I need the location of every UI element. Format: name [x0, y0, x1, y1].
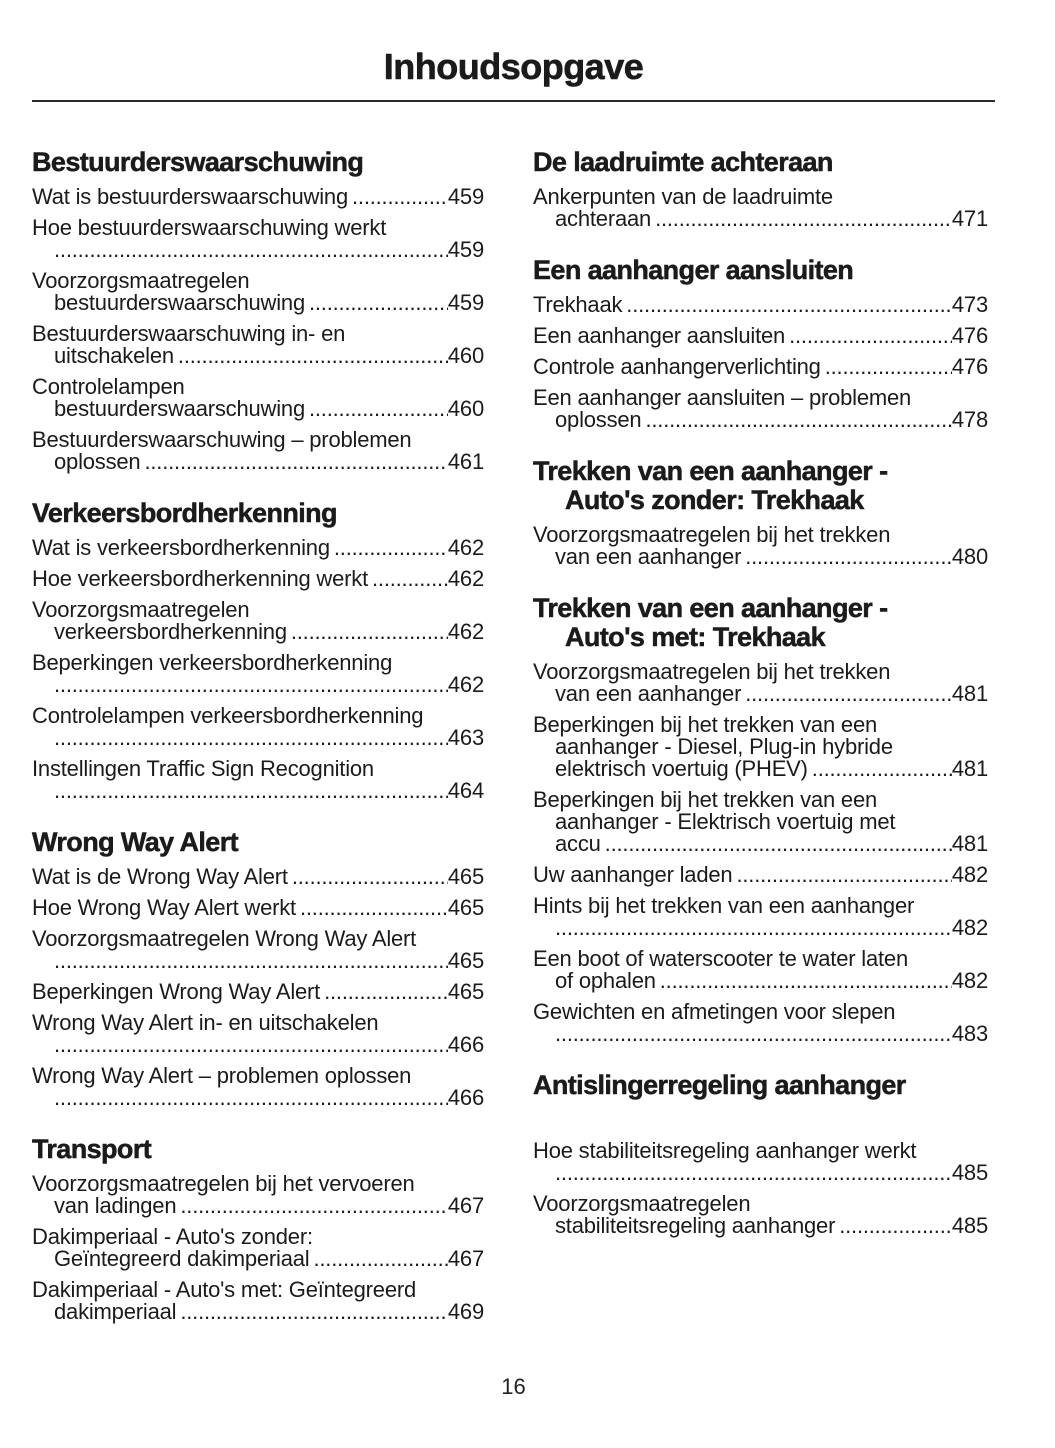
toc-entry-text: Uw aanhanger laden [533, 862, 733, 887]
toc-section [32, 1135, 484, 1323]
section-title [533, 594, 988, 652]
toc-entry-text-line: Voorzorgsmaatregelen bij het trekken [533, 659, 891, 684]
toc-section [533, 148, 988, 230]
toc-entry [533, 714, 988, 780]
toc-entry [533, 356, 988, 378]
dot-leader [555, 917, 952, 939]
toc-entry-leader-line [533, 1162, 988, 1184]
toc-entry [533, 1193, 988, 1237]
toc-entry-text-line: Voorzorgsmaatregelen bij het trekken [533, 522, 891, 547]
page-ref: 482 [951, 862, 988, 887]
page-ref: 464 [447, 778, 484, 803]
page-ref: 460 [447, 343, 484, 368]
toc-entry [533, 948, 988, 992]
toc-entry-leader-line [533, 683, 988, 705]
toc-entry-text: bestuurderswaarschuwing [54, 396, 305, 421]
page-ref: 471 [951, 206, 988, 231]
toc-entry-text-line: Voorzorgsmaatregelen bij het vervoeren [32, 1171, 415, 1196]
page-ref: 481 [951, 681, 988, 706]
toc-entry-text-line: Beperkingen bij het trekken van een [533, 787, 878, 812]
toc-entry [32, 928, 484, 972]
toc-entry-text-line: Beperkingen verkeersbordherkenning [32, 650, 393, 675]
section-title-line: Transport [32, 1134, 152, 1164]
section-title [533, 148, 988, 177]
page-ref: 476 [951, 323, 988, 348]
dot-leader [660, 970, 952, 992]
dot-leader [309, 398, 448, 420]
toc-entry-leader-line [32, 1248, 484, 1270]
toc-entry-leader-line [32, 398, 484, 420]
toc-entry-text-line: Dakimperiaal - Auto's zonder: [32, 1224, 313, 1249]
toc-entry [32, 1279, 484, 1323]
toc-entry-text-line: Beperkingen bij het trekken van een [533, 712, 878, 737]
toc-section [533, 1071, 988, 1237]
toc-entry-text: oplossen [555, 407, 642, 432]
toc-entry [533, 325, 988, 347]
toc-entry-text-line: Wrong Way Alert – problemen oplossen [32, 1063, 412, 1088]
toc-entry-text: dakimperiaal [54, 1299, 177, 1324]
toc-entry-text-line: Wrong Way Alert in- en uitschakelen [32, 1010, 379, 1035]
toc-column-right [533, 148, 988, 1332]
toc-entry-text: van een aanhanger [555, 544, 742, 569]
toc-entry-text: achteraan [555, 206, 652, 231]
toc-entry-leader-line [533, 917, 988, 939]
toc-entry-text-line: Een boot of waterscooter te water laten [533, 946, 908, 971]
dot-leader [313, 1248, 447, 1270]
toc-entry-leader-line [533, 833, 988, 855]
toc-entry-text: Trekhaak [533, 292, 623, 317]
page-ref: 476 [951, 354, 988, 379]
section-title-line: De laadruimte achteraan [533, 147, 833, 177]
dot-leader [300, 897, 448, 919]
dot-leader [291, 621, 448, 643]
toc-section [533, 256, 988, 431]
toc-entry-text: bestuurderswaarschuwing [54, 290, 305, 315]
toc-entry [32, 758, 484, 802]
toc-entry-text: uitschakelen [54, 343, 174, 368]
page-ref: 465 [447, 895, 484, 920]
dot-leader [352, 186, 448, 208]
page-ref: 485 [951, 1213, 988, 1238]
page-ref: 469 [447, 1299, 484, 1324]
toc-entry-text: Wat is bestuurderswaarschuwing [32, 184, 348, 209]
toc-entry [32, 1226, 484, 1270]
toc-entry-leader-line [32, 292, 484, 314]
page-ref: 465 [447, 948, 484, 973]
toc-entry [32, 705, 484, 749]
toc-entry [533, 524, 988, 568]
dot-leader [555, 1162, 952, 1184]
toc-entry-leader-line [533, 208, 988, 230]
dot-leader [812, 758, 952, 780]
toc-entry-text-line: Dakimperiaal - Auto's met: Geïntegreerd [32, 1277, 417, 1302]
dot-leader [789, 325, 952, 347]
page-ref: 460 [447, 396, 484, 421]
toc-entry-text-line: Gewichten en afmetingen voor slepen [533, 999, 896, 1024]
toc-entry-leader-line [32, 1301, 484, 1323]
toc-entry [32, 897, 484, 919]
page-ref: 462 [447, 566, 484, 591]
toc-entry-leader-line [32, 568, 484, 590]
dot-leader [334, 537, 448, 559]
page-number: 16 [501, 1374, 526, 1399]
dot-leader [745, 546, 952, 568]
page-ref: 459 [447, 290, 484, 315]
section-title-line: Auto's met: Trekhaak [565, 622, 826, 652]
toc-entry-text-line: Voorzorgsmaatregelen Wrong Way Alert [32, 926, 417, 951]
toc-entry-text-line: aanhanger - Diesel, Plug-in hybride [555, 734, 893, 759]
toc-entry [533, 661, 988, 705]
dot-leader [736, 864, 951, 886]
toc-entry [32, 866, 484, 888]
dot-leader [839, 1215, 952, 1237]
toc-entry [533, 895, 988, 939]
title-divider [32, 100, 995, 102]
toc-entry [32, 652, 484, 696]
section-title [32, 499, 484, 528]
toc-entry-leader-line [32, 897, 484, 919]
toc-entry-leader-line [32, 866, 484, 888]
dot-leader [645, 409, 951, 431]
page-ref: 466 [447, 1032, 484, 1057]
toc-entry-text-line: Hoe bestuurderswaarschuwing werkt [32, 215, 387, 240]
toc-entry-text-line: Een aanhanger aansluiten – problemen [533, 385, 912, 410]
page-ref: 465 [447, 979, 484, 1004]
toc-entry-text: of ophalen [555, 968, 656, 993]
toc-entry [32, 270, 484, 314]
page-ref: 482 [951, 915, 988, 940]
toc-entry-text-line: Ankerpunten van de laadruimte [533, 184, 833, 209]
page-title: Inhoudsopgave [383, 46, 644, 87]
toc-entry-leader-line [32, 1087, 484, 1109]
toc-entry [32, 599, 484, 643]
toc-entry-leader-line [32, 1034, 484, 1056]
toc-entry-text: Hoe verkeersbordherkenning werkt [32, 566, 368, 591]
toc-entry [533, 789, 988, 855]
toc-entry-leader-line [32, 674, 484, 696]
toc-entry-text-line: Controlelampen [32, 374, 185, 399]
dot-leader [54, 1087, 448, 1109]
page-ref: 463 [447, 725, 484, 750]
toc-entry-text: Controle aanhangerverlichting [533, 354, 821, 379]
section-title-line: Antislingerregeling aanhanger [533, 1070, 906, 1100]
dot-leader [54, 1034, 448, 1056]
toc-entry-leader-line [32, 727, 484, 749]
page-ref: 465 [447, 864, 484, 889]
toc-section [32, 499, 484, 802]
toc-entry [32, 186, 484, 208]
section-title [533, 1071, 988, 1100]
toc-entry-leader-line [533, 294, 988, 316]
toc-entry-leader-line [32, 950, 484, 972]
section-title-line: Trekken van een aanhanger - [533, 593, 888, 623]
section-title [32, 828, 484, 857]
dot-leader [555, 1023, 952, 1045]
page-ref: 467 [447, 1246, 484, 1271]
toc-entry-text-line: Instellingen Traffic Sign Recognition [32, 756, 374, 781]
toc-entry [32, 981, 484, 1003]
toc-column-left [32, 148, 484, 1332]
toc-entry-text: elektrisch voertuig (PHEV) [555, 756, 808, 781]
toc-entry-leader-line [533, 758, 988, 780]
dot-leader [825, 356, 952, 378]
toc-entry [32, 1173, 484, 1217]
toc-entry-text: Geïntegreerd dakimperiaal [54, 1246, 310, 1271]
toc-entry-text-line: Controlelampen verkeersbordherkenning [32, 703, 424, 728]
page-ref: 462 [447, 672, 484, 697]
toc-entry-text-line: Voorzorgsmaatregelen [533, 1191, 751, 1216]
section-title [533, 457, 988, 515]
toc-entry-text-line: Hints bij het trekken van een aanhanger [533, 893, 915, 918]
toc-section [533, 457, 988, 568]
toc-entry-text: Hoe Wrong Way Alert werkt [32, 895, 296, 920]
toc-entry [533, 387, 988, 431]
toc-entry-leader-line [32, 186, 484, 208]
toc-entry-text-line: Bestuurderswaarschuwing – problemen [32, 427, 412, 452]
section-title [32, 1135, 484, 1164]
page-ref: 461 [447, 449, 484, 474]
toc-entry [32, 1012, 484, 1056]
toc-entry [533, 294, 988, 316]
section-title-line: Verkeersbordherkenning [32, 498, 337, 528]
toc-entry-leader-line [32, 1195, 484, 1217]
toc-entry [32, 1065, 484, 1109]
dot-leader [292, 866, 448, 888]
toc-entry [32, 376, 484, 420]
page-ref: 478 [951, 407, 988, 432]
toc-entry [533, 864, 988, 886]
toc-entry-leader-line [533, 970, 988, 992]
toc-entry-text: accu [555, 831, 601, 856]
page-ref: 481 [951, 831, 988, 856]
toc-entry [533, 1140, 988, 1184]
section-title-line: Trekken van een aanhanger - [533, 456, 888, 486]
toc-entry-text-line: Voorzorgsmaatregelen [32, 268, 250, 293]
toc-entry [533, 186, 988, 230]
toc-entry-text-line: Hoe stabiliteitsregeling aanhanger werkt [533, 1138, 917, 1163]
section-title-line: Wrong Way Alert [32, 827, 239, 857]
section-title [533, 256, 988, 285]
dot-leader [54, 727, 448, 749]
toc-entry-leader-line [32, 537, 484, 559]
toc-entry-leader-line [533, 864, 988, 886]
toc-entry [32, 568, 484, 590]
dot-leader [54, 780, 448, 802]
section-title-line: Een aanhanger aansluiten [533, 255, 854, 285]
toc-entry-text: van ladingen [54, 1193, 177, 1218]
toc-entry-leader-line [32, 621, 484, 643]
toc-entry-text: Een aanhanger aansluiten [533, 323, 786, 348]
dot-leader [745, 683, 952, 705]
page-ref: 481 [951, 756, 988, 781]
page-ref: 459 [447, 237, 484, 262]
dot-leader [626, 294, 952, 316]
page-ref: 480 [951, 544, 988, 569]
page-ref: 482 [951, 968, 988, 993]
toc-entry-leader-line [32, 981, 484, 1003]
dot-leader [324, 981, 448, 1003]
page-ref: 483 [951, 1021, 988, 1046]
toc-entry-text-line: Bestuurderswaarschuwing in- en [32, 321, 346, 346]
toc-entry-leader-line [533, 325, 988, 347]
toc-entry-text: Beperkingen Wrong Way Alert [32, 979, 321, 1004]
dot-leader [605, 833, 952, 855]
toc-entry-text: stabiliteitsregeling aanhanger [555, 1213, 836, 1238]
section-title-line: Auto's zonder: Trekhaak [565, 485, 864, 515]
toc-section [32, 148, 484, 473]
toc-entry-leader-line [533, 1215, 988, 1237]
toc-entry [32, 217, 484, 261]
toc-entry-leader-line [533, 409, 988, 431]
toc-entry-leader-line [533, 546, 988, 568]
dot-leader [144, 451, 447, 473]
section-title-line: Bestuurderswaarschuwing [32, 147, 364, 177]
page-ref: 459 [447, 184, 484, 209]
dot-leader [54, 950, 448, 972]
toc-entry [32, 429, 484, 473]
page-ref: 466 [447, 1085, 484, 1110]
page-ref: 473 [951, 292, 988, 317]
page-ref: 485 [951, 1160, 988, 1185]
toc-entry-leader-line [533, 356, 988, 378]
toc-entry-text: Wat is verkeersbordherkenning [32, 535, 330, 560]
dot-leader [655, 208, 952, 230]
toc-entry-leader-line [32, 239, 484, 261]
toc-columns [32, 148, 995, 1332]
dot-leader [54, 239, 448, 261]
toc-entry-leader-line [32, 345, 484, 367]
toc-entry-text: Wat is de Wrong Way Alert [32, 864, 288, 889]
dot-leader [178, 345, 448, 367]
dot-leader [180, 1195, 448, 1217]
dot-leader [180, 1301, 448, 1323]
toc-entry-text: oplossen [54, 449, 141, 474]
page-ref: 462 [447, 535, 484, 560]
toc-entry-text: verkeersbordherkenning [54, 619, 287, 644]
page-ref: 462 [447, 619, 484, 644]
toc-entry [32, 537, 484, 559]
toc-entry-leader-line [32, 451, 484, 473]
dot-leader [309, 292, 448, 314]
toc-entry-text-line: Voorzorgsmaatregelen [32, 597, 250, 622]
toc-section [533, 594, 988, 1045]
dot-leader [372, 568, 448, 590]
page-ref: 467 [447, 1193, 484, 1218]
toc-entry [533, 1001, 988, 1045]
toc-entry-leader-line [533, 1023, 988, 1045]
section-title [32, 148, 484, 177]
toc-entry-leader-line [32, 780, 484, 802]
toc-section [32, 828, 484, 1109]
dot-leader [54, 674, 448, 696]
toc-entry-text: van een aanhanger [555, 681, 742, 706]
toc-entry-text-line: aanhanger - Elektrisch voertuig met [555, 809, 896, 834]
toc-entry [32, 323, 484, 367]
